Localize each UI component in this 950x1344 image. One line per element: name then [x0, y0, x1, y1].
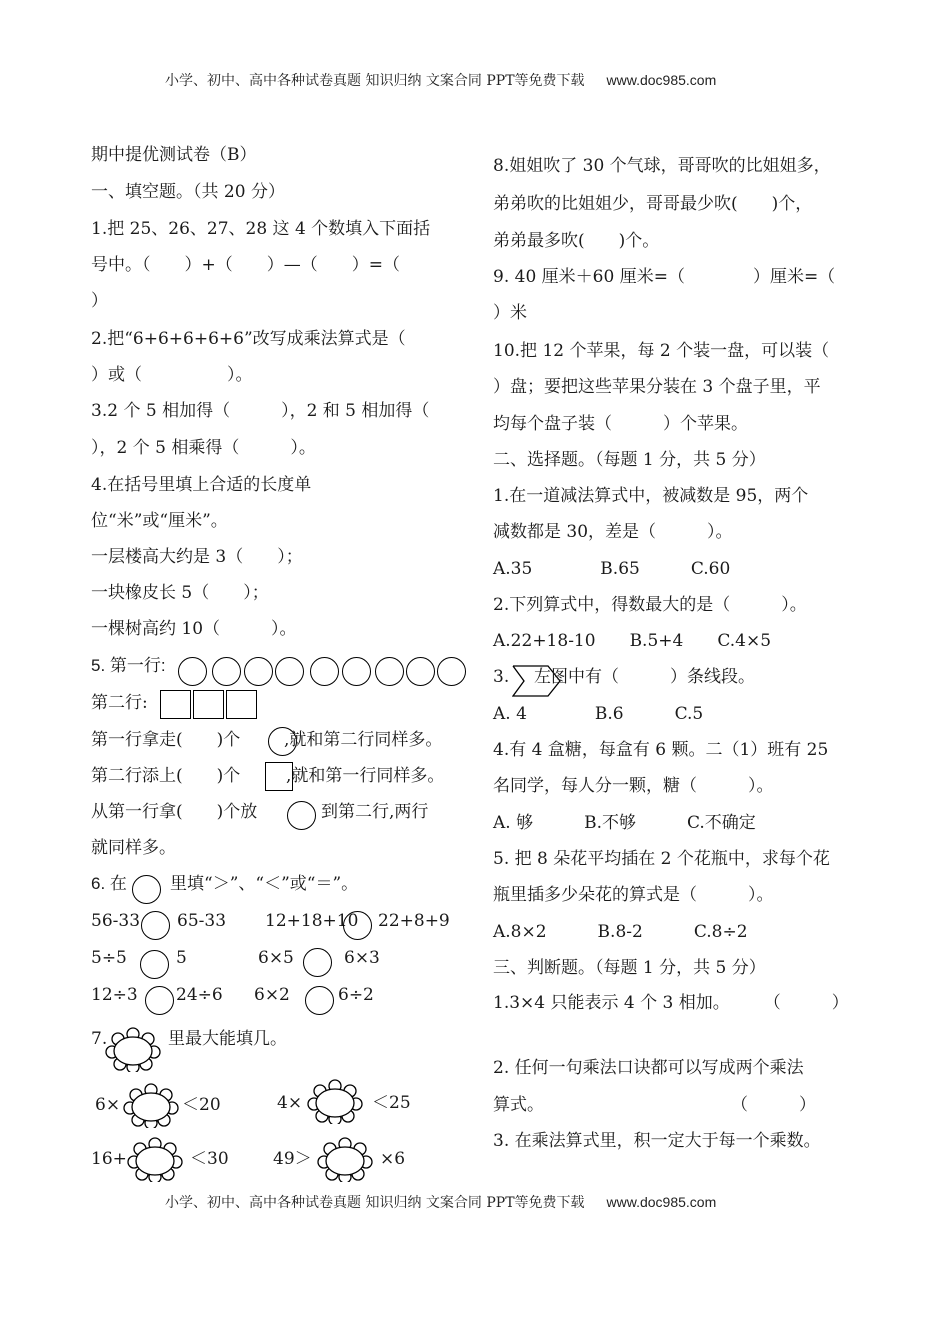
q6-compare-circle[interactable] [140, 950, 169, 979]
q4-line2: 位“米”或“厘米”。 [91, 511, 228, 531]
s2-q3-options: A. 4 B.6 C.5 [493, 704, 704, 724]
q6-r2-a: 5÷5 [91, 948, 127, 968]
q7-c-left: 16+ [91, 1149, 127, 1169]
q6-r3-b: 24÷6 [176, 985, 223, 1005]
q6-blank-circle [132, 875, 161, 904]
q5-circle [212, 657, 241, 686]
q3-line2: ），2 个 5 相乘得（ ）。 [91, 438, 316, 458]
q8-line1: 8.姐姐吹了 30 个气球，哥哥吹的比姐姐多， [493, 156, 831, 176]
q5-square [226, 690, 257, 719]
exam-title: 期中提优测试卷（B） [91, 145, 257, 165]
q1-line3: ） [91, 291, 108, 311]
q6-compare-circle[interactable] [343, 911, 372, 940]
q6-r2-b: 5 [176, 948, 187, 968]
q6-r1-d: 22+8+9 [378, 911, 450, 931]
q7-a-right: ＜20 [182, 1095, 221, 1115]
q5-circle [406, 657, 435, 686]
footer-url[interactable]: www.doc985.com [606, 1194, 717, 1210]
section-3-heading: 三、判断题。（每题 1 分，共 5 分） [493, 958, 766, 978]
q6-r2-c: 6×5 [258, 948, 294, 968]
q5-circle [342, 657, 371, 686]
q5-a-part2: ,就和第二行同样多。 [284, 730, 443, 750]
s2-q1-line1: 1.在一道减法算式中，被减数是 95，两个 [493, 486, 809, 506]
s2-q5-line1: 5. 把 8 朵花平均插在 2 个花瓶中，求每个花 [493, 849, 830, 869]
s2-q4-line1: 4.有 4 盒糖，每盒有 6 颗。二（1）班有 25 [493, 740, 829, 760]
flower-icon[interactable] [122, 1082, 180, 1128]
q6-r3-a: 12÷3 [91, 985, 138, 1005]
flower-icon[interactable] [306, 1078, 364, 1124]
flower-icon [104, 1026, 162, 1072]
q9-line2: ）米 [493, 303, 527, 323]
q6-compare-circle[interactable] [145, 986, 174, 1015]
s2-q5-options: A.8×2 B.8-2 C.8÷2 [493, 922, 748, 942]
q5-circle [375, 657, 404, 686]
q6-r3-d: 6÷2 [338, 985, 374, 1005]
q6-compare-circle[interactable] [141, 911, 170, 940]
s2-q5-line2: 瓶里插多少朵花的算式是（ ）。 [493, 885, 774, 905]
q5-square [160, 690, 191, 719]
q5-c-circle [287, 801, 316, 830]
q2-line2: ）或（ ）。 [91, 365, 253, 385]
q3-line1: 3.2 个 5 相加得（ ），2 和 5 相加得（ [91, 401, 430, 421]
q5-square [193, 690, 224, 719]
q8-line2: 弟弟吹的比姐姐少，哥哥最少吹( )个， [493, 194, 813, 214]
q6-r3-c: 6×2 [254, 985, 290, 1005]
q8-line3: 弟弟最多吹( )个。 [493, 231, 660, 251]
s2-q3-text: 左图中有（ ）条线段。 [534, 667, 755, 687]
q5-row2-label: 第二行: [91, 693, 148, 713]
q5-circle [178, 657, 207, 686]
q4-item-a: 一层楼高大约是 3（ ）； [91, 547, 303, 567]
q9-line1: 9. 40 厘米＋60 厘米=（ ）厘米=（ [493, 267, 836, 287]
q5-circle [437, 657, 466, 686]
s3-q1: 1.3×4 只能表示 4 个 3 相加。 （ ） [493, 993, 849, 1013]
q10-line1: 10.把 12 个苹果，每 2 个装一盘，可以装（ [493, 341, 830, 361]
q7-label: 7. [91, 1029, 108, 1049]
s2-q1-line2: 减数都是 30，差是（ ）。 [493, 522, 733, 542]
q6-r2-d: 6×3 [344, 948, 380, 968]
page-footer [165, 1192, 716, 1212]
s2-q2-line1: 2.下列算式中，得数最大的是（ ）。 [493, 595, 807, 615]
flower-icon[interactable] [316, 1136, 374, 1182]
q5-circle [310, 657, 339, 686]
q5-circle [275, 657, 304, 686]
section-1-heading: 一、填空题。（共 20 分） [91, 182, 285, 202]
q5-c-part1: 从第一行拿( )个放 [91, 802, 258, 822]
s2-q2-options: A.22+18-10 B.5+4 C.4×5 [493, 631, 772, 651]
q10-line3: 均每个盘子装（ ）个苹果。 [493, 414, 748, 434]
q6-instruction: 里填“＞”、“＜”或“＝”。 [170, 874, 359, 894]
q4-line1: 4.在括号里填上合适的长度单 [91, 475, 312, 495]
flower-icon[interactable] [126, 1136, 184, 1182]
s2-q4-line2: 名同学，每人分一颗，糖（ ）。 [493, 776, 774, 796]
q7-b-right: ＜25 [372, 1093, 411, 1113]
footer-text: 小学、初中、高中各种试卷真题 知识归纳 文案合同 PPT等免费下载 [165, 1195, 585, 1211]
q5-c-part2: 到第二行,两行 [321, 802, 429, 822]
s3-q2-line2: 算式。 （ ） [493, 1095, 816, 1115]
q7-c-right: ＜30 [190, 1149, 229, 1169]
page-header [165, 70, 716, 90]
header-url[interactable]: www.doc985.com [606, 72, 717, 88]
q6-label: 6. 在 [91, 874, 127, 893]
s3-q2-line1: 2. 任何一句乘法口诀都可以写成两个乘法 [493, 1058, 804, 1078]
q4-item-b: 一块橡皮长 5（ ）； [91, 583, 269, 603]
q5-a-part1: 第一行拿走( )个 [91, 730, 241, 750]
q5-b-part1: 第二行添上( )个 [91, 766, 241, 786]
q7-a-left: 6× [95, 1095, 121, 1115]
s2-q3-number: 3. [493, 667, 510, 687]
q6-r1-a: 56-33 [91, 911, 141, 931]
section-2-heading: 二、选择题。（每题 1 分，共 5 分） [493, 450, 766, 470]
q1-line1: 1.把 25、26、27、28 这 4 个数填入下面括 [91, 219, 431, 239]
q7-d-right: ×6 [380, 1149, 406, 1169]
s2-q4-options: A. 够 B.不够 C.不确定 [493, 813, 756, 833]
s3-q3: 3. 在乘法算式里，积一定大于每一个乘数。 [493, 1131, 821, 1151]
q7-d-left: 49＞ [273, 1149, 312, 1169]
header-text: 小学、初中、高中各种试卷真题 知识归纳 文案合同 PPT等免费下载 [165, 73, 585, 89]
q6-compare-circle[interactable] [303, 948, 332, 977]
q7-b-left: 4× [277, 1093, 303, 1113]
q6-r1-b: 65-33 [177, 911, 227, 931]
q6-r1-c: 12+18+10 [265, 911, 359, 931]
q5-c-part3: 就同样多。 [91, 838, 176, 858]
q1-line2: 号中。（ ）+（ ）—（ ）=（ [91, 255, 400, 275]
q10-line2: ）盘；要把这些苹果分装在 3 个盘子里，平 [493, 377, 821, 397]
q5-b-part2: ,就和第一行同样多。 [286, 766, 445, 786]
q7-instruction: 里最大能填几。 [168, 1029, 287, 1049]
q4-item-c: 一棵树高约 10（ ）。 [91, 619, 297, 639]
s2-q1-options: A.35 B.65 C.60 [493, 559, 731, 579]
q6-compare-circle[interactable] [305, 986, 334, 1015]
q5-circle [244, 657, 273, 686]
q5-row1-label: 5. 第一行: [91, 656, 166, 675]
q2-line1: 2.把“6+6+6+6+6”改写成乘法算式是（ [91, 329, 406, 349]
